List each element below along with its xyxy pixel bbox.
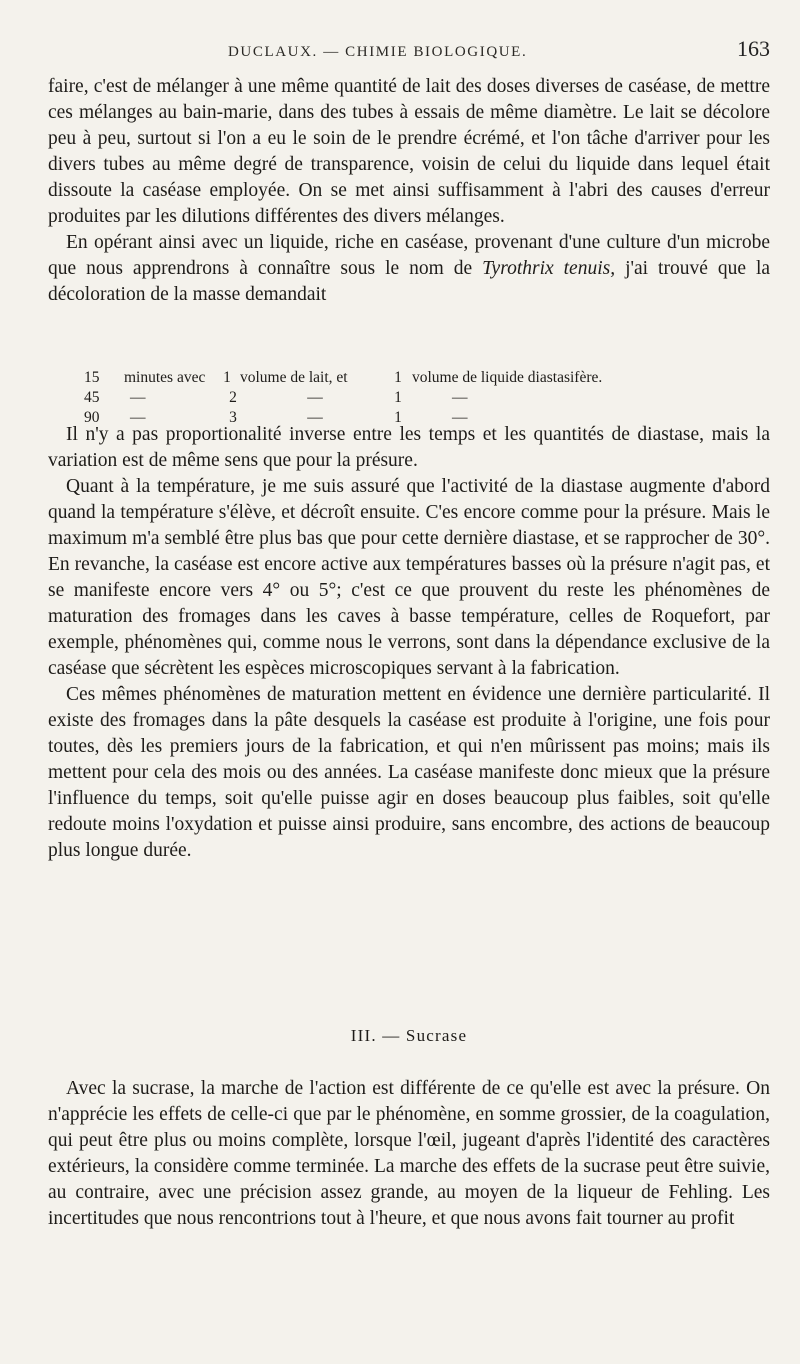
paragraph: Avec la sucrase, la marche de l'action est différente de ce qu'elle est avec la présure. On n'apprécie les effets de celle-ci que par le phénomène, en somme grossier, de la coagulation, qui peut être plus ou moins complète, lorsque l'œil, jugeant d'après l'identité des caractères extérieurs, la considère comme terminée. La marche des effets de la sucrase peut être suivie, au contraire, avec une précision assez grande, au moyen de la liqueur de Fehling. Les incertitudes que nous rencontrions tout à l'heure, et que nous avons fait tourner au profit: [48, 1078, 770, 1229]
table-cell: —: [452, 389, 468, 406]
table-cell: 15: [84, 369, 100, 386]
table-cell: 1: [394, 389, 402, 406]
paragraph-text: En opérant ainsi avec un liquide, riche en caséase, provenant d'une culture d'un microbe que nous apprendrons à connaître sous le nom de: [48, 232, 770, 279]
paragraph: [48, 230, 770, 308]
paragraph-text: j'ai trouvé que la décoloration de la masse demandait: [48, 258, 771, 305]
paragraph: Quant à la température, je me suis assuré que l'activité de la diastase augmente d'abord quand la température s'élève, et décroît ensuite. C'es encore comme pour la présure. Mais le maximum m'a semblé être plus bas que pour cette dernière diastase, et se rapprocher de 30°. En revanche, la caséase est encore active aux températures basses où la présure n'agit pas, et se manifeste encore vers 4° ou 5°; c'est ce que prouvent du reste les phénomènes de maturation des fromages dans les caves à basse température, celles de Roquefort, par exemple, phénomènes qui, comme nous le verrons, sont dans la dépendance exclusive de la caséase que sécrètent les espèces microscopiques servant à la fabrication.: [48, 476, 770, 679]
table-cell: 1: [223, 369, 231, 386]
table-row: [84, 368, 684, 388]
table-cell: 2: [229, 389, 237, 406]
table-cell: —: [452, 409, 468, 426]
table-row: [84, 388, 684, 408]
section-heading: III. — Sucrase: [350, 1026, 468, 1045]
table-cell: 3: [229, 409, 237, 426]
text-block-middle: [48, 422, 770, 864]
table-cell: 90: [84, 409, 100, 426]
table-cell: —: [130, 389, 146, 406]
results-table: [84, 368, 684, 428]
page-header: [48, 34, 770, 74]
species-name: Tyrothrix tenuis,: [482, 258, 616, 279]
table-cell: minutes avec: [124, 369, 206, 386]
table-cell: volume de liquide diastasifère.: [412, 369, 603, 386]
paragraph: faire, c'est de mélanger à une même quantité de lait des doses diverses de caséase, de mettre ces mélanges au bain-marie, dans des tubes à essais de même diamètre. Le lait se décolore peu à peu, surtout si l'on a eu le soin de le prendre écrémé, et l'on tâche d'arriver pour les divers tubes au même degré de transparence, voisin de celui du liquide dans lequel était dissoute la caséase employée. On se met ainsi suffisamment à l'abri des causes d'erreur produites par les dilutions différentes des divers mélanges.: [48, 76, 770, 227]
table-cell: —: [307, 409, 323, 426]
running-head: DUCLAUX. — CHIMIE BIOLOGIQUE.: [228, 44, 528, 60]
paragraph: Il n'y a pas proportionalité inverse entre les temps et les quantités de diastase, mais la variation est de même sens que pour la présure.: [48, 424, 770, 471]
table-cell: —: [130, 409, 146, 426]
text-block-top: [48, 74, 770, 308]
paragraph: Ces mêmes phénomènes de maturation mettent en évidence une dernière particularité. Il existe des fromages dans la pâte desquels la caséase est produite à l'origine, une fois pour toutes, dès les premiers jours de la fabrication, et qui n'en mûrissent pas moins; mais ils mettent pour cela des mois ou des années. La caséase manifeste donc mieux que la présure l'influence du temps, soit qu'elle puisse agir en doses beaucoup plus faibles, soit qu'elle redoute moins l'oxydation et puisse ainsi produire, sans encombre, des actions de beaucoup plus longue durée.: [48, 684, 770, 861]
table-cell: 1: [394, 369, 402, 386]
table-cell: 45: [84, 389, 100, 406]
table-cell: 1: [394, 409, 402, 426]
page-number: 163: [737, 36, 770, 61]
text-block-bottom: [48, 1076, 770, 1232]
table-cell: —: [307, 389, 323, 406]
table-cell: volume de lait, et: [240, 369, 348, 386]
